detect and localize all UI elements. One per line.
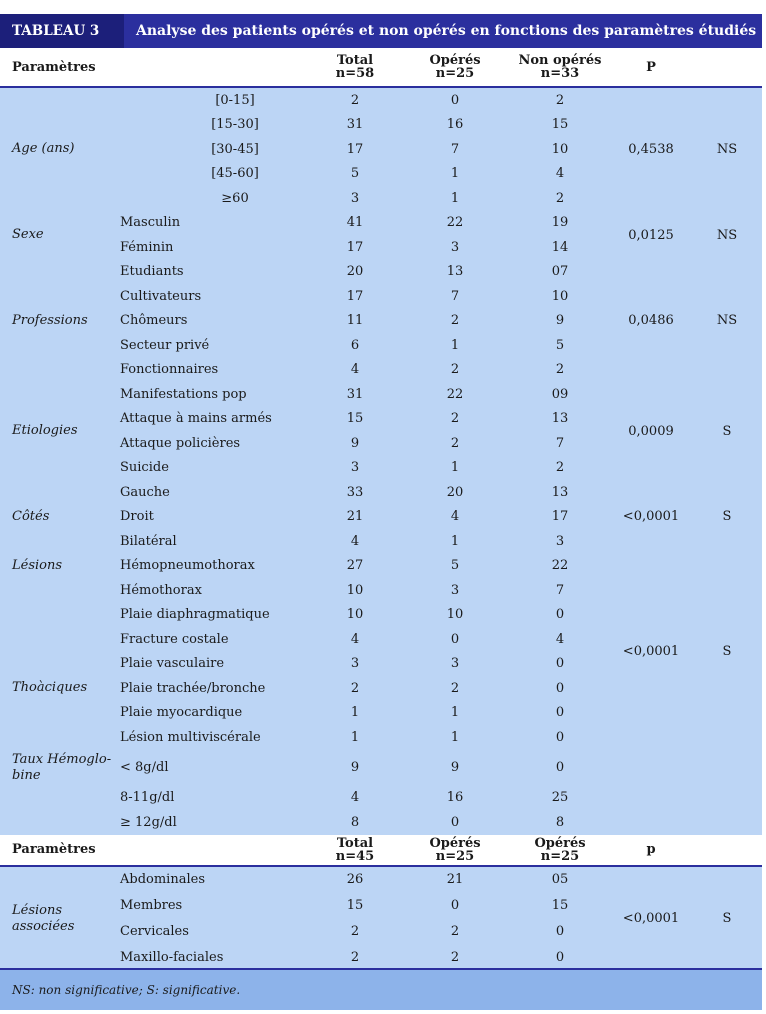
row-label: Attaque policières	[120, 431, 310, 456]
category-label: Age (ans)	[0, 87, 120, 211]
cell-non-operes: 05	[510, 866, 610, 893]
cell-operes: 13	[400, 260, 510, 285]
header-n: n=25	[540, 848, 580, 864]
category-label: Lésions	[0, 554, 120, 628]
row-label: Manifestations pop	[120, 382, 310, 407]
cell-operes: 3	[400, 235, 510, 260]
row-label: Plaie trachée/bronche	[120, 676, 310, 701]
cell-operes: 0	[400, 87, 510, 113]
cell-significance: S	[692, 554, 762, 750]
cell-total: 31	[310, 382, 400, 407]
cell-total: 11	[310, 309, 400, 334]
row-label: Bilatéral	[120, 529, 310, 554]
cell-non-operes: 4	[510, 627, 610, 652]
row-label: Gauche	[120, 480, 310, 505]
cell-total: 33	[310, 480, 400, 505]
cell-significance: S	[692, 480, 762, 554]
cell-non-operes: 9	[510, 309, 610, 334]
header-row	[0, 48, 762, 87]
row-label: [45-60]	[120, 162, 310, 187]
category-label: Taux Hémoglo-bine	[0, 750, 120, 786]
cell-total: 10	[310, 578, 400, 603]
cell-p-value: <0,0001	[610, 866, 692, 971]
cell-operes: 1	[400, 162, 510, 187]
cell-non-operes: 0	[510, 701, 610, 726]
cell-operes: 3	[400, 652, 510, 677]
cell-operes: 0	[400, 893, 510, 919]
cell-non-operes: 0	[510, 750, 610, 786]
cell-operes: 2	[400, 945, 510, 971]
cell-non-operes: 22	[510, 554, 610, 579]
header-label: Non opérés	[518, 53, 602, 68]
cell-operes: 7	[400, 137, 510, 162]
cell-operes: 21	[400, 866, 510, 893]
cell-total: 15	[310, 893, 400, 919]
cell-total: 15	[310, 407, 400, 432]
cell-total: 1	[310, 725, 400, 750]
cell-total: 26	[310, 866, 400, 893]
cell-operes: 1	[400, 333, 510, 358]
row-label: < 8g/dl	[120, 750, 310, 786]
cell-non-operes: 25	[510, 786, 610, 811]
cell-total: 4	[310, 529, 400, 554]
cell-total: 20	[310, 260, 400, 285]
row-label: Membres	[120, 893, 310, 919]
cell-total: 21	[310, 505, 400, 530]
cell-total: 3	[310, 652, 400, 677]
table-row	[0, 750, 762, 786]
row-label: Cervicales	[120, 919, 310, 945]
cell-operes: 3	[400, 578, 510, 603]
cell-non-operes: 5	[510, 333, 610, 358]
cell-operes: 16	[400, 786, 510, 811]
cell-p-value: <0,0001	[610, 554, 692, 750]
header-n: n=58	[335, 66, 375, 81]
cell-non-operes: 07	[510, 260, 610, 285]
row-label: Lésion multiviscérale	[120, 725, 310, 750]
row-label: Droit	[120, 505, 310, 530]
header-label: Opérés	[534, 835, 586, 851]
header-n: n=25	[435, 848, 475, 864]
cell-operes: 22	[400, 211, 510, 236]
table-number: TABLEAU 3	[0, 14, 124, 48]
cell-non-operes: 7	[510, 578, 610, 603]
category-label: Etiologies	[0, 382, 120, 480]
cell-operes: 2	[400, 358, 510, 383]
row-label: Abdominales	[120, 866, 310, 893]
cell-total: 27	[310, 554, 400, 579]
cell-significance: NS	[692, 87, 762, 211]
header-cell	[310, 48, 400, 87]
cell-sig-empty	[692, 750, 762, 835]
row-label: Plaie myocardique	[120, 701, 310, 726]
cell-p-value: 0,0009	[610, 382, 692, 480]
cell-non-operes: 15	[510, 113, 610, 138]
cell-significance: NS	[692, 211, 762, 260]
cell-operes: 5	[400, 554, 510, 579]
cell-total: 2	[310, 87, 400, 113]
cell-total: 3	[310, 186, 400, 211]
row-label: [30-45]	[120, 137, 310, 162]
row-label: Plaie vasculaire	[120, 652, 310, 677]
cell-total: 1	[310, 701, 400, 726]
cell-operes: 4	[400, 505, 510, 530]
row-label: Hémopneumothorax	[120, 554, 310, 579]
cell-total: 10	[310, 603, 400, 628]
cell-total: 3	[310, 456, 400, 481]
row-label: Masculin	[120, 211, 310, 236]
row-label: Cultivateurs	[120, 284, 310, 309]
cell-total: 9	[310, 750, 400, 786]
table-title-bar	[0, 14, 762, 48]
cell-total: 4	[310, 358, 400, 383]
table-row	[0, 480, 762, 505]
header-cell	[510, 48, 610, 87]
cell-operes: 2	[400, 676, 510, 701]
table-row	[0, 382, 762, 407]
header-cell	[400, 48, 510, 87]
cell-operes: 2	[400, 919, 510, 945]
cell-non-operes: 2	[510, 456, 610, 481]
cell-total: 17	[310, 284, 400, 309]
cell-operes: 16	[400, 113, 510, 138]
row-label: Maxillo-faciales	[120, 945, 310, 971]
table-row	[0, 260, 762, 285]
cell-operes: 1	[400, 186, 510, 211]
category-label: Côtés	[0, 480, 120, 554]
header-label: Total	[336, 835, 374, 851]
header-n: n=45	[335, 848, 375, 864]
cell-non-operes: 4	[510, 162, 610, 187]
cell-non-operes: 14	[510, 235, 610, 260]
cell-total: 2	[310, 945, 400, 971]
cell-total: 31	[310, 113, 400, 138]
cell-total: 6	[310, 333, 400, 358]
cell-operes: 2	[400, 431, 510, 456]
header-param: Paramètres	[0, 835, 310, 866]
cell-non-operes: 0	[510, 725, 610, 750]
cell-non-operes: 8	[510, 810, 610, 835]
cell-operes: 2	[400, 407, 510, 432]
category-blank	[0, 786, 120, 835]
cell-non-operes: 2	[510, 358, 610, 383]
cell-non-operes: 13	[510, 407, 610, 432]
cell-total: 5	[310, 162, 400, 187]
cell-operes: 1	[400, 725, 510, 750]
cell-total: 4	[310, 786, 400, 811]
cell-p-value: <0,0001	[610, 480, 692, 554]
cell-significance: NS	[692, 260, 762, 383]
cell-p-value: 0,0125	[610, 211, 692, 260]
table-row	[0, 87, 762, 113]
cell-total: 41	[310, 211, 400, 236]
cell-operes: 9	[400, 750, 510, 786]
cell-operes: 1	[400, 529, 510, 554]
header-empty	[692, 48, 762, 87]
cell-operes: 7	[400, 284, 510, 309]
cell-operes: 2	[400, 309, 510, 334]
row-label: Secteur privé	[120, 333, 310, 358]
cell-total: 8	[310, 810, 400, 835]
header-cell	[510, 835, 610, 866]
row-label: [0-15]	[120, 87, 310, 113]
cell-non-operes: 0	[510, 603, 610, 628]
cell-significance: S	[692, 866, 762, 971]
table-row	[0, 554, 762, 579]
cell-significance: S	[692, 382, 762, 480]
header-row	[0, 835, 762, 866]
header-n: n=33	[540, 66, 580, 81]
cell-non-operes: 17	[510, 505, 610, 530]
row-label: ≥ 12g/dl	[120, 810, 310, 835]
cell-non-operes: 09	[510, 382, 610, 407]
row-label: Suicide	[120, 456, 310, 481]
cell-non-operes: 0	[510, 676, 610, 701]
cell-operes: 0	[400, 810, 510, 835]
row-label: Fonctionnaires	[120, 358, 310, 383]
cell-total: 2	[310, 919, 400, 945]
row-label: ≥60	[120, 186, 310, 211]
cell-p-value: 0,4538	[610, 87, 692, 211]
results-table	[0, 48, 762, 971]
cell-non-operes: 13	[510, 480, 610, 505]
row-label: 8-11g/dl	[120, 786, 310, 811]
row-label: [15-30]	[120, 113, 310, 138]
cell-total: 17	[310, 235, 400, 260]
header-cell	[400, 835, 510, 866]
header-param: Paramètres	[0, 48, 310, 87]
table-title: Analyse des patients opérés et non opérés en fonctions des paramètres étudiés	[136, 23, 757, 39]
cell-total: 17	[310, 137, 400, 162]
row-label: Féminin	[120, 235, 310, 260]
row-label: Hémothorax	[120, 578, 310, 603]
cell-operes: 1	[400, 701, 510, 726]
header-cell	[310, 835, 400, 866]
header-p: p	[610, 835, 692, 866]
header-n: n=25	[435, 66, 475, 81]
row-label: Etudiants	[120, 260, 310, 285]
header-label: Opérés	[429, 835, 481, 851]
cell-non-operes: 10	[510, 284, 610, 309]
cell-non-operes: 3	[510, 529, 610, 554]
cell-non-operes: 10	[510, 137, 610, 162]
row-label: Chômeurs	[120, 309, 310, 334]
cell-p-empty	[610, 750, 692, 835]
cell-non-operes: 7	[510, 431, 610, 456]
category-label: Thoàciques	[0, 627, 120, 750]
table-row	[0, 211, 762, 236]
cell-p-value: 0,0486	[610, 260, 692, 383]
row-label: Plaie diaphragmatique	[120, 603, 310, 628]
row-label: Fracture costale	[120, 627, 310, 652]
cell-total: 4	[310, 627, 400, 652]
cell-operes: 10	[400, 603, 510, 628]
cell-non-operes: 15	[510, 893, 610, 919]
header-p: P	[610, 48, 692, 87]
cell-total: 9	[310, 431, 400, 456]
cell-non-operes: 19	[510, 211, 610, 236]
cell-non-operes: 0	[510, 945, 610, 971]
category-label: Lésions associées	[0, 866, 120, 971]
header-label: Total	[336, 53, 374, 68]
table-footnote: NS: non significative; S: significative.	[0, 968, 762, 1010]
cell-total: 2	[310, 676, 400, 701]
category-label: Professions	[0, 260, 120, 383]
row-label: Attaque à mains armés	[120, 407, 310, 432]
cell-operes: 1	[400, 456, 510, 481]
category-label: Sexe	[0, 211, 120, 260]
cell-operes: 20	[400, 480, 510, 505]
cell-operes: 22	[400, 382, 510, 407]
header-empty	[692, 835, 762, 866]
cell-operes: 0	[400, 627, 510, 652]
cell-non-operes: 0	[510, 919, 610, 945]
table-row	[0, 866, 762, 893]
cell-non-operes: 0	[510, 652, 610, 677]
cell-non-operes: 2	[510, 87, 610, 113]
header-label: Opérés	[429, 53, 481, 68]
cell-non-operes: 2	[510, 186, 610, 211]
